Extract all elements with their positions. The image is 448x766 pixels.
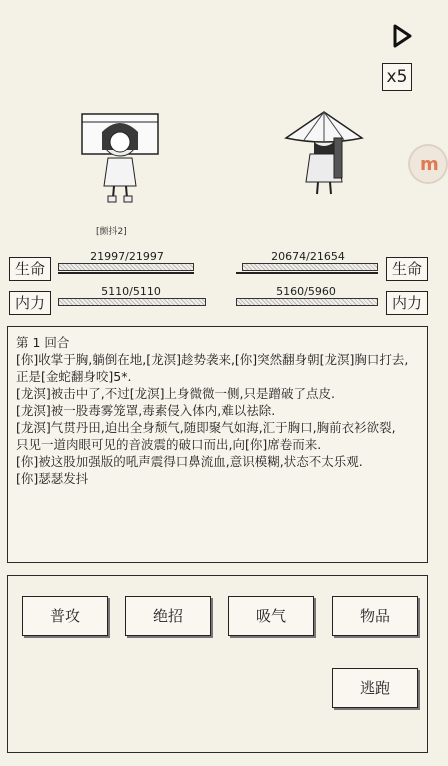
speed-button[interactable]: x5 — [382, 63, 412, 91]
side-menu-tab[interactable] — [408, 144, 448, 184]
breathe-button[interactable]: 吸气 — [228, 596, 314, 636]
player-avatar — [80, 110, 160, 206]
play-icon — [388, 22, 416, 50]
log-line: 第 1 回合 — [16, 335, 70, 350]
player-hp-value: 21997/21997 — [90, 250, 164, 263]
log-line: 正是[金蛇翻身咬]5*. — [16, 369, 132, 384]
battle-log[interactable] — [7, 326, 428, 563]
log-line: 只见一道肉眼可见的音波震的破口而出,向[你]席卷而来. — [16, 437, 322, 452]
log-line: [你]被这股加强版的吼声震得口鼻流血,意识模糊,状态不太乐观. — [16, 454, 363, 469]
enemy-mp-label: 内力 — [386, 291, 428, 315]
enemy-hp-bar — [242, 263, 378, 271]
enemy-mp-bar — [236, 298, 378, 306]
attack-button[interactable]: 普攻 — [22, 596, 108, 636]
menu-icon: m — [420, 154, 439, 175]
log-line: [你]瑟瑟发抖 — [16, 471, 89, 486]
player-hp-bar — [58, 263, 194, 271]
player-mp-value: 5110/5110 — [101, 285, 161, 298]
enemy-avatar — [284, 104, 364, 200]
player-hp-underline — [58, 272, 194, 274]
items-button[interactable]: 物品 — [332, 596, 418, 636]
special-move-button[interactable]: 绝招 — [125, 596, 211, 636]
player-mp-bar — [58, 298, 206, 306]
player-hp-label: 生命 — [9, 257, 51, 281]
flee-button[interactable]: 逃跑 — [332, 668, 418, 708]
log-line: [龙溟]被一股毒雾笼罩,毒素侵入体内,难以祛除. — [16, 403, 276, 418]
play-button[interactable] — [388, 22, 416, 50]
log-line: [龙溟]被击中了,不过[龙溟]上身微微一侧,只是蹭破了点皮. — [16, 386, 335, 401]
enemy-hp-value: 20674/21654 — [271, 250, 345, 263]
log-line: [你]收掌于胸,躺倒在地,[龙溟]趁势袭来,[你]突然翻身朝[龙溟]胸口打去, — [16, 352, 409, 367]
log-line: [龙溟]气贯丹田,迫出全身颓气,随即聚气如海,汇于胸口,胸前衣衫欲裂, — [16, 420, 396, 435]
enemy-hp-label: 生命 — [386, 257, 428, 281]
enemy-mp-value: 5160/5960 — [276, 285, 336, 298]
player-mp-label: 内力 — [9, 291, 51, 315]
player-status-tag: [颤抖2] — [96, 227, 127, 237]
enemy-hp-underline — [236, 272, 378, 274]
